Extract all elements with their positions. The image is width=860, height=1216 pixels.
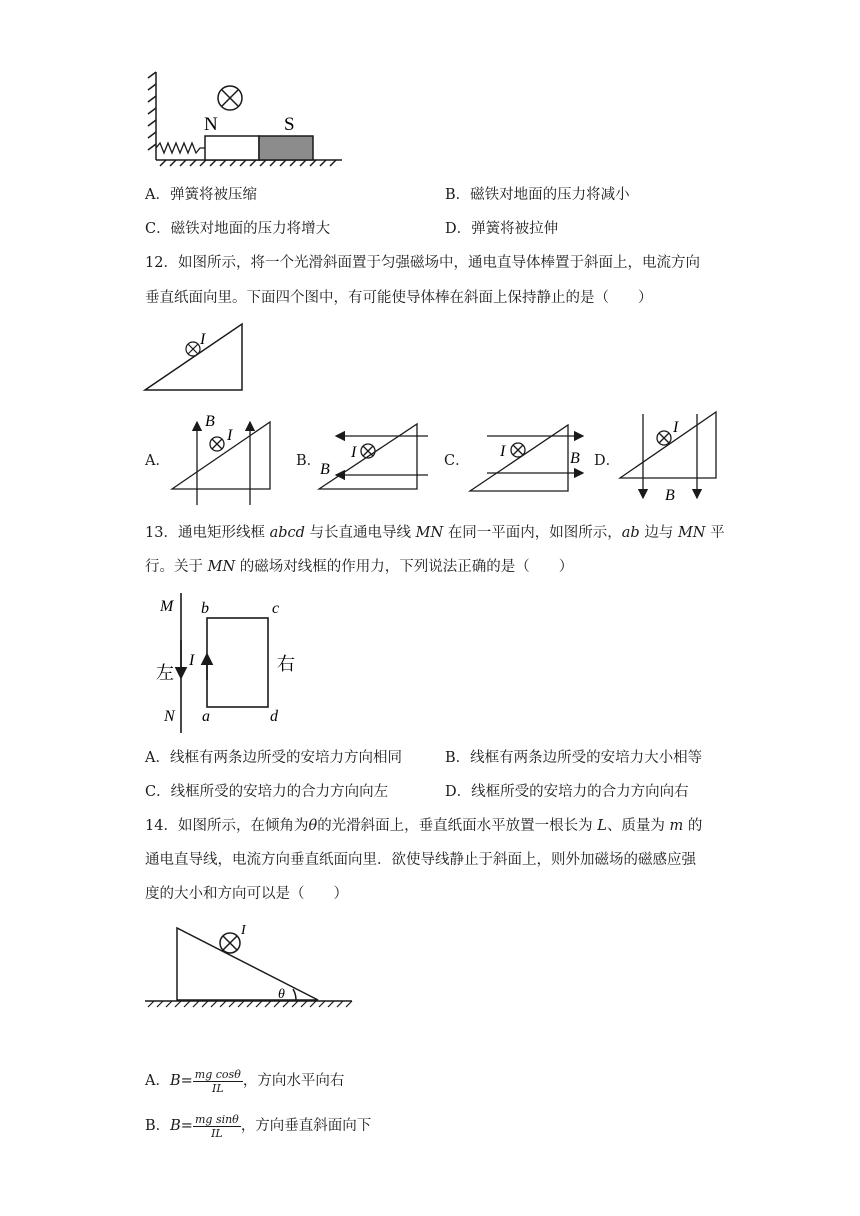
q14-option-a: A．B= $\frac{\text{mg cosθ}}{IL}$ ，方向水平向右 xyxy=(145,1067,345,1095)
q12-option-d-label: D． xyxy=(594,453,621,469)
svg-text:d: d xyxy=(270,708,278,725)
svg-text:I: I xyxy=(241,923,246,938)
svg-text:I: I xyxy=(189,652,195,669)
n-label: N xyxy=(204,114,218,135)
svg-text:I: I xyxy=(227,427,233,444)
svg-text:I: I xyxy=(500,443,506,460)
svg-text:M: M xyxy=(160,598,174,615)
q12-stem-line2: 垂直纸面向里。下面四个图中，有可能使导体棒在斜面上保持静止的是（ ） xyxy=(145,290,653,306)
q12-option-b-label: B． xyxy=(296,453,322,469)
q13-option-b: B．线框有两条边所受的安培力大小相等 xyxy=(445,750,703,766)
fraction: $\frac{\text{mg cosθ}}{IL}$ xyxy=(194,1067,241,1095)
q12-option-c-label: C． xyxy=(444,453,470,469)
svg-text:B: B xyxy=(205,413,215,430)
q13-option-d: D．线框所受的安培力的合力方向向右 xyxy=(445,784,689,800)
svg-text:a: a xyxy=(202,708,210,725)
q13-stem-line1: 13．通电矩形线框 abcd 与长直通电导线 MN 在同一平面内，如图所示，ab 边与 MN 平 xyxy=(145,525,725,541)
svg-text:c: c xyxy=(272,600,280,617)
svg-text:右: 右 xyxy=(277,654,295,674)
svg-text:B: B xyxy=(320,461,330,478)
svg-text:B: B xyxy=(570,450,580,467)
q14-stem-line2: 通电直导线，电流方向垂直纸面向里．欲使导线静止于斜面上，则外加磁场的磁感应强 xyxy=(145,852,696,868)
svg-text:I: I xyxy=(200,331,206,348)
svg-text:I: I xyxy=(673,419,679,436)
svg-text:θ: θ xyxy=(278,987,285,1002)
svg-text:b: b xyxy=(201,600,209,617)
fraction: $\frac{\text{mg sinθ}}{IL}$ xyxy=(194,1112,239,1140)
svg-text:N: N xyxy=(164,708,175,725)
svg-text:左: 左 xyxy=(156,663,174,683)
s-label: S xyxy=(284,114,295,135)
q14-stem-line1: 14．如图所示，在倾角为θ的光滑斜面上，垂直纸面水平放置一根长为 L、质量为 m 的 xyxy=(145,818,703,834)
q14-stem-line3: 度的大小和方向可以是（ ） xyxy=(145,886,348,902)
q11-option-c: C．磁铁对地面的压力将增大 xyxy=(145,221,331,237)
svg-text:I: I xyxy=(351,444,357,461)
svg-text:B: B xyxy=(665,487,675,504)
q13-stem-line2: 行。关于 MN 的磁场对线框的作用力，下列说法正确的是（ ） xyxy=(145,559,574,575)
q11-option-b: B．磁铁对地面的压力将减小 xyxy=(445,187,630,203)
q12-stem-line1: 12．如图所示，将一个光滑斜面置于匀强磁场中，通电直导体棒置于斜面上，电流方向 xyxy=(145,255,700,271)
q12-option-a-label: A． xyxy=(145,453,170,469)
q13-option-a: A．线框有两条边所受的安培力方向相同 xyxy=(145,750,402,766)
q11-option-a: A．弹簧将被压缩 xyxy=(145,187,257,203)
q13-option-c: C．线框所受的安培力的合力方向向左 xyxy=(145,784,389,800)
q11-option-d: D．弹簧将被拉伸 xyxy=(445,221,559,237)
q14-option-b: B．B= $\frac{\text{mg sinθ}}{IL}$ ，方向垂直斜面向下 xyxy=(145,1112,372,1140)
